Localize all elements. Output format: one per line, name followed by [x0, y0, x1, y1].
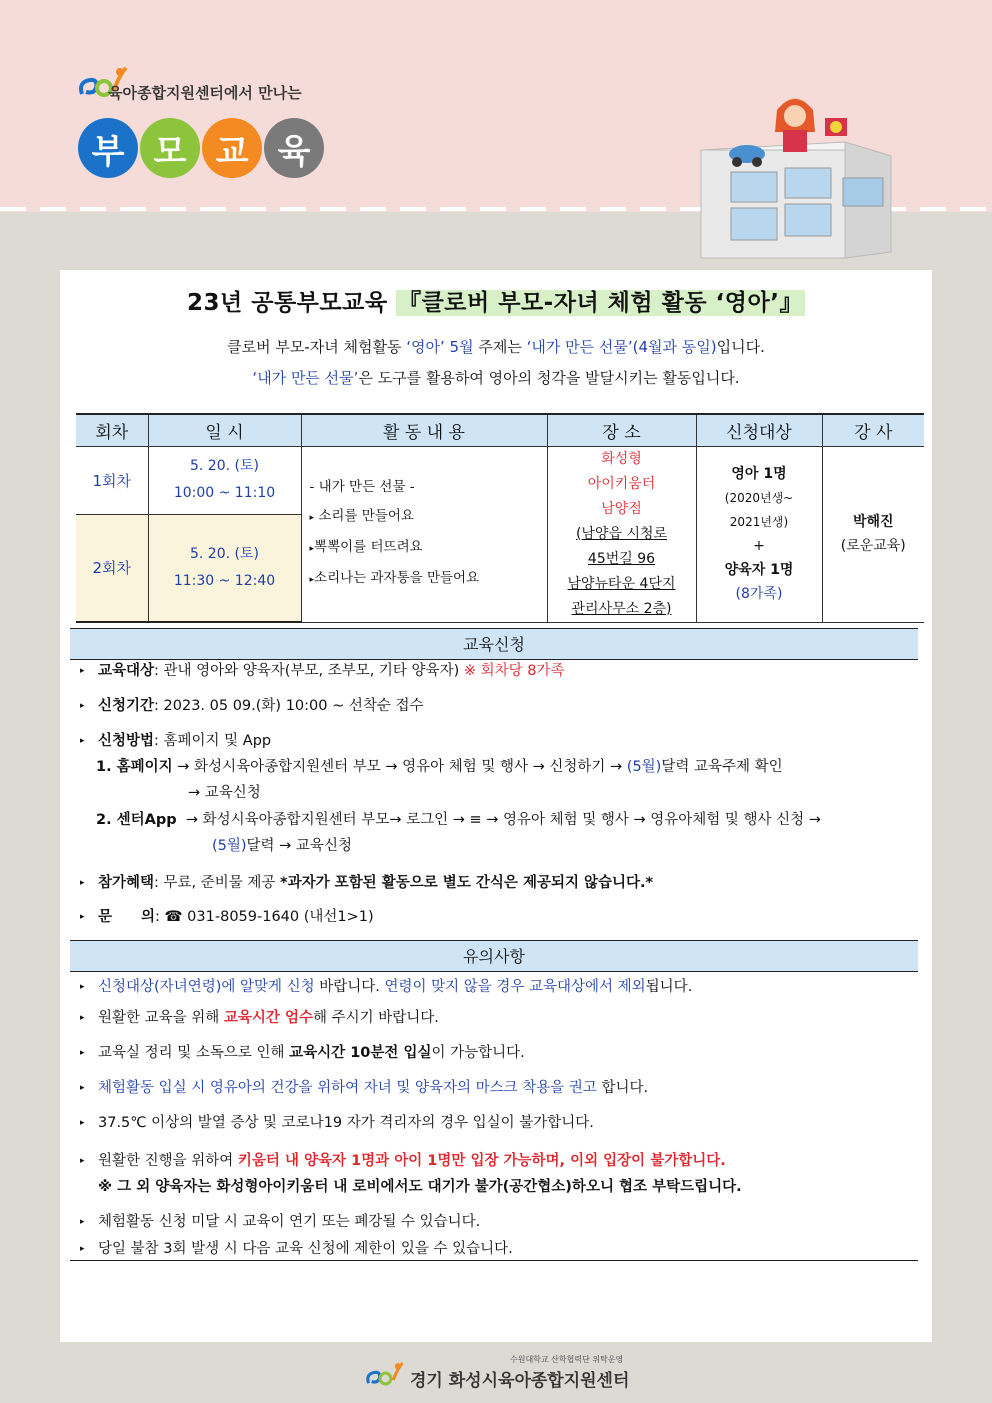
footer-operator: 수원대학교 산학협력단 위탁운영 — [510, 1355, 624, 1364]
apply-contact: ▸ 문 의: ☎ 031-8059-1640 (내선1>1) — [80, 909, 374, 925]
method-homepage: 1. 홈페이지 → 화성시육아종합지원센터 부모 → 영유아 체험 및 행사 → 신청하기 → (5월)달력 교육주제 확인 — [96, 759, 783, 775]
note-8: ▸ 당일 불참 3회 발생 시 다음 교육 신청에 제한이 있을 수 있습니다. — [80, 1241, 513, 1257]
footer-center-name: 경기 화성시육아종합지원센터 — [410, 1371, 630, 1391]
apply-target: ▸ 교육대상: 관내 영아와 양육자(부모, 조부모, 기타 양육자) ※ 회차당 8가족 — [80, 663, 565, 679]
toy-shelf-illustration — [695, 92, 895, 262]
table-row — [76, 446, 924, 514]
apply-method: ▸ 신청방법: 홈페이지 및 App — [80, 733, 272, 749]
title-char-1: 부 — [78, 118, 138, 178]
title-char-4: 육 — [264, 118, 324, 178]
method-app: 2. 센터App → 화성시육아종합지원센터 부모→ 로그인 → ≡ → 영유아 체험 및 행사 → 영유아체험 및 행사 신청 → — [96, 812, 821, 828]
note-1: ▸ 신청대상(자녀연령)에 알맞게 신청 바랍니다. 연령이 맞지 않을 경우 교육대상에서 제외됩니다. — [80, 979, 693, 995]
place-cell: 화성형 아이키움터 남양점 (남양읍 시청로 45번길 96 남양뉴타운 4단지 관리사무소 2층) — [547, 446, 696, 622]
datetime-cell: 5. 20. (토) 10:00 ~ 11:10 — [148, 446, 301, 514]
datetime-cell: 5. 20. (토) 11:30 ~ 12:40 — [148, 514, 301, 622]
schedule-table — [76, 413, 924, 623]
intro-line-1: 클로버 부모-자녀 체험활동 ‘영아’ 5월 주제는 ‘내가 만든 선물’(4월과 동일)입니다. — [227, 338, 765, 356]
col-header: 신청대상 — [696, 414, 822, 446]
note-5: ▸ 37.5℃ 이상의 발열 증상 및 코로나19 자가 격리자의 경우 입실이 불가합니다. — [80, 1115, 594, 1131]
apply-benefit: ▸ 참가혜택: 무료, 준비물 제공 *과자가 포함된 활동으로 별도 간식은 제공되지 않습니다.* — [80, 875, 654, 891]
apply-period: ▸ 신청기간: 2023. 05 09.(화) 10:00 ~ 선착순 접수 — [80, 698, 424, 714]
col-header: 회차 — [76, 414, 148, 446]
col-header: 일 시 — [148, 414, 301, 446]
header-subtitle: 육아종합지원센터에서 만나는 — [108, 84, 302, 102]
round-cell: 1회차 — [76, 446, 148, 514]
footer-logo-icon — [362, 1360, 406, 1394]
activity-cell: - 내가 만든 선물 - ▸ 소리를 만들어요 ▸뽁뽁이를 터뜨려요 ▸소리나는 과자통을 만들어요 — [301, 446, 547, 622]
table-header-row — [76, 414, 924, 446]
method-homepage-cont: → 교육신청 — [188, 785, 261, 801]
col-header: 장 소 — [547, 414, 696, 446]
document-card — [60, 270, 932, 1342]
target-cell: 영아 1명 (2020년생~ 2021년생) + 양육자 1명 (8가족) — [696, 446, 822, 622]
title-highlight: 『클로버 부모-자녀 체험 활동 ‘영아’』 — [398, 290, 803, 316]
page-title: 23년 공통부모교육 『클로버 부모-자녀 체험 활동 ‘영아’』 — [187, 290, 803, 316]
note-4: ▸ 체험활동 입실 시 영유아의 건강을 위하여 자녀 및 양육자의 마스크 착용을 권고 합니다. — [80, 1080, 649, 1096]
col-header: 강 사 — [822, 414, 924, 446]
notes-end-line — [70, 1260, 918, 1261]
footer — [362, 1350, 662, 1400]
title-char-3: 교 — [202, 118, 262, 178]
lecturer-cell: 박해진 (로운교육) — [822, 446, 924, 622]
method-app-cont: (5월)달력 → 교육신청 — [212, 838, 352, 854]
col-header: 활 동 내 용 — [301, 414, 547, 446]
notes-section-heading: 유의사항 — [70, 940, 918, 972]
note-3: ▸ 교육실 정리 및 소독으로 인해 교육시간 10분전 입실이 가능합니다. — [80, 1045, 525, 1061]
note-7: ▸ 체험활동 신청 미달 시 교육이 연기 또는 폐강될 수 있습니다. — [80, 1214, 481, 1230]
apply-section-heading: 교육신청 — [70, 628, 918, 660]
note-6: ▸ 원활한 진행을 위하여 키움터 내 양육자 1명과 아이 1명만 입장 가능하며, 이외 입장이 불가합니다. — [80, 1153, 726, 1169]
title-char-2: 모 — [140, 118, 200, 178]
note-6-sub: ※ 그 외 양육자는 화성형아이키움터 내 로비에서도 대기가 불가(공간협소)하오니 협조 부탁드립니다. — [98, 1179, 742, 1195]
title-circles — [78, 118, 324, 178]
note-2: ▸ 원활한 교육을 위해 교육시간 엄수해 주시기 바랍니다. — [80, 1010, 439, 1026]
round-cell: 2회차 — [76, 514, 148, 622]
intro-line-2: ‘내가 만든 선물’은 도구를 활용하여 영아의 청각을 발달시키는 활동입니다. — [252, 369, 740, 387]
